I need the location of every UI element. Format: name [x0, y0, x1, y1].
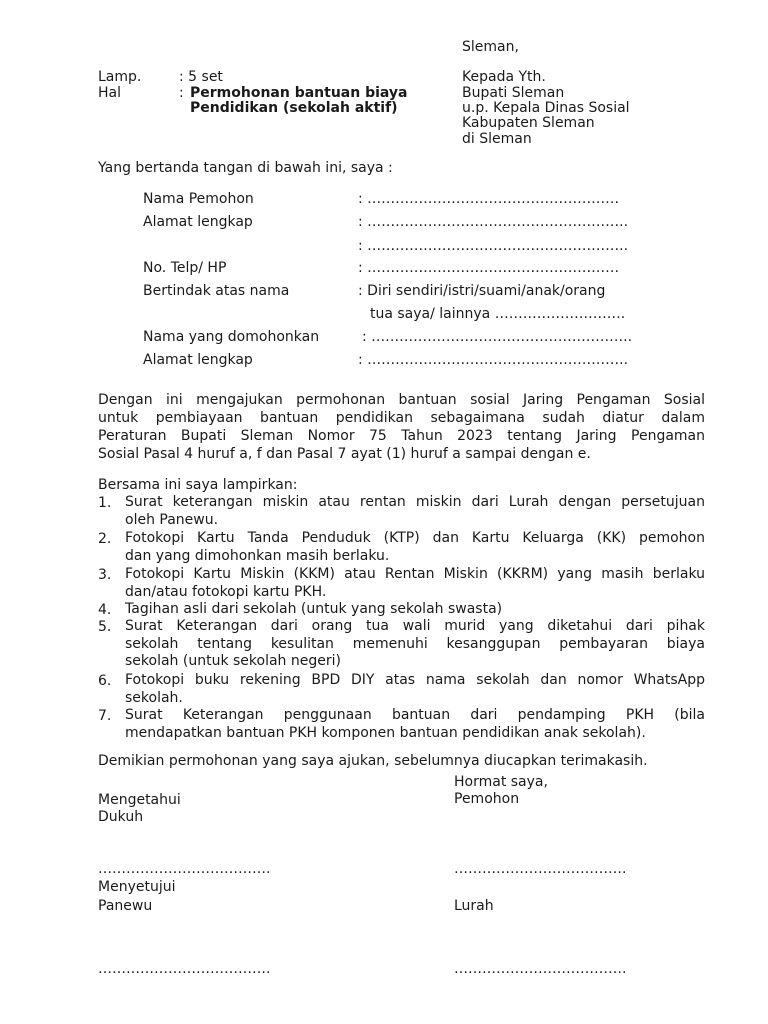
list-number: 5. — [98, 619, 112, 635]
hal-colon: : — [179, 85, 184, 101]
list-item — [125, 530, 705, 565]
field-value-dimohonkan: : ……………………………………………….. — [362, 329, 633, 345]
recipient-line: Bupati Sleman — [462, 85, 565, 101]
sign-pemohon-label: Pemohon — [454, 791, 520, 807]
field-value-alamat-2: : ……………………………………………….. — [358, 238, 629, 254]
attachments-intro: Bersama ini saya lampirkan: — [98, 477, 298, 493]
place-date: Sleman, — [462, 39, 519, 55]
signature-line-dukuh: ………………………………. — [98, 861, 271, 877]
list-item-line: dan yang dimohonkan masih berlaku. — [125, 547, 390, 564]
lamp-label: Lamp. — [98, 69, 142, 85]
paragraph-line: Sosial Pasal 4 huruf a, f dan Pasal 7 ayat (1) huruf a sampai dengan e. — [98, 446, 591, 462]
field-label-nama-pemohon: Nama Pemohon — [143, 191, 254, 207]
list-number: 1. — [98, 495, 112, 511]
list-item-line: sekolah. — [125, 689, 183, 706]
field-label-alamat: Alamat lengkap — [143, 214, 253, 230]
intro-text: Yang bertanda tangan di bawah ini, saya : — [98, 160, 393, 176]
field-value-bertindak-2: tua saya/ lainnya ………………………. — [370, 306, 626, 322]
closing-text: Demikian permohonan yang saya ajukan, sebelumnya diucapkan terimakasih. — [98, 753, 648, 769]
list-item — [125, 707, 705, 742]
list-item — [125, 494, 705, 529]
list-item-line: dan/atau fotokopi kartu PKH. — [125, 583, 327, 600]
hal-subject-line-1: Permohonan bantuan biaya — [190, 85, 408, 101]
field-label-telp: No. Telp/ HP — [143, 260, 227, 276]
recipient-line: u.p. Kepala Dinas Sosial — [462, 100, 630, 116]
hal-label: Hal — [98, 85, 121, 101]
sign-dukuh-label: Dukuh — [98, 809, 144, 825]
list-item-line: Surat Keterangan penggunaan bantuan dari pendamping PKH (bila — [125, 707, 705, 723]
field-label-alamat-2: Alamat lengkap — [143, 352, 253, 368]
recipient-line: Kabupaten Sleman — [462, 115, 595, 131]
paragraph-line: Dengan ini mengajukan permohonan bantuan sosial Jaring Pengaman Sosial — [98, 392, 705, 408]
paragraph-line: Peraturan Bupati Sleman Nomor 75 Tahun 2023 tentang Jaring Pengaman — [98, 428, 705, 444]
list-item — [125, 566, 705, 601]
list-item-line: sekolah (untuk sekolah negeri) — [125, 653, 341, 669]
signature-line-panewu: ………………………………. — [98, 961, 271, 977]
list-item-line: Tagihan asli dari sekolah (untuk yang sekolah swasta) — [125, 601, 503, 617]
recipient-line: di Sleman — [462, 131, 532, 147]
list-item-line: mendapatkan bantuan PKH komponen bantuan pendidikan anak sekolah). — [125, 724, 646, 741]
recipient-line: Kepada Yth. — [462, 69, 546, 85]
sign-hormat: Hormat saya, — [454, 774, 548, 790]
list-number: 7. — [98, 708, 112, 724]
signature-line-pemohon: ………………………………. — [454, 861, 627, 877]
list-item — [125, 672, 705, 707]
list-item-line: Surat keterangan miskin atau rentan miskin dari Lurah dengan persetujuan — [125, 494, 705, 510]
hal-subject-line-2: Pendidikan (sekolah aktif) — [190, 100, 398, 116]
list-item-line: Surat Keterangan dari orang tua wali murid yang diketahui dari pihak — [125, 618, 705, 634]
list-number: 2. — [98, 531, 112, 547]
field-value-nama-pemohon: : ……………………………………………… — [358, 191, 620, 207]
list-item — [125, 618, 705, 671]
list-item-line: Fotokopi Kartu Tanda Penduduk (KTP) dan Kartu Keluarga (KK) pemohon — [125, 530, 705, 546]
paragraph-line: untuk pembiayaan bantuan pendidikan sebagaimana sudah diatur dalam — [98, 410, 705, 426]
field-label-bertindak: Bertindak atas nama — [143, 283, 290, 299]
list-item-line: sekolah tentang kesulitan memenuhi kesanggupan pembayaran biaya — [125, 635, 705, 652]
list-number: 4. — [98, 602, 112, 618]
sign-lurah-label: Lurah — [454, 898, 494, 914]
field-value-alamat-3: : ……………………………………………….. — [358, 352, 629, 368]
list-item-line: Fotokopi Kartu Miskin (KKM) atau Rentan Miskin (KKRM) yang masih berlaku — [125, 566, 705, 582]
list-number: 6. — [98, 673, 112, 689]
field-value-bertindak: : Diri sendiri/istri/suami/anak/orang — [358, 283, 606, 299]
sign-panewu-label: Panewu — [98, 898, 153, 914]
sign-menyetujui: Menyetujui — [98, 879, 176, 895]
list-item-line: Fotokopi buku rekening BPD DIY atas nama sekolah dan nomor WhatsApp — [125, 672, 705, 688]
list-item — [125, 601, 705, 619]
field-value-alamat: : ……………………………………………….. — [358, 214, 629, 230]
sign-mengetahui: Mengetahui — [98, 792, 181, 808]
signature-line-lurah: ………………………………. — [454, 961, 627, 977]
list-number: 3. — [98, 567, 112, 583]
field-label-dimohonkan: Nama yang domohonkan — [143, 329, 320, 345]
list-item-line: oleh Panewu. — [125, 511, 219, 528]
lamp-value: : 5 set — [179, 69, 223, 85]
field-value-telp: : ……………………………………………… — [358, 260, 620, 276]
